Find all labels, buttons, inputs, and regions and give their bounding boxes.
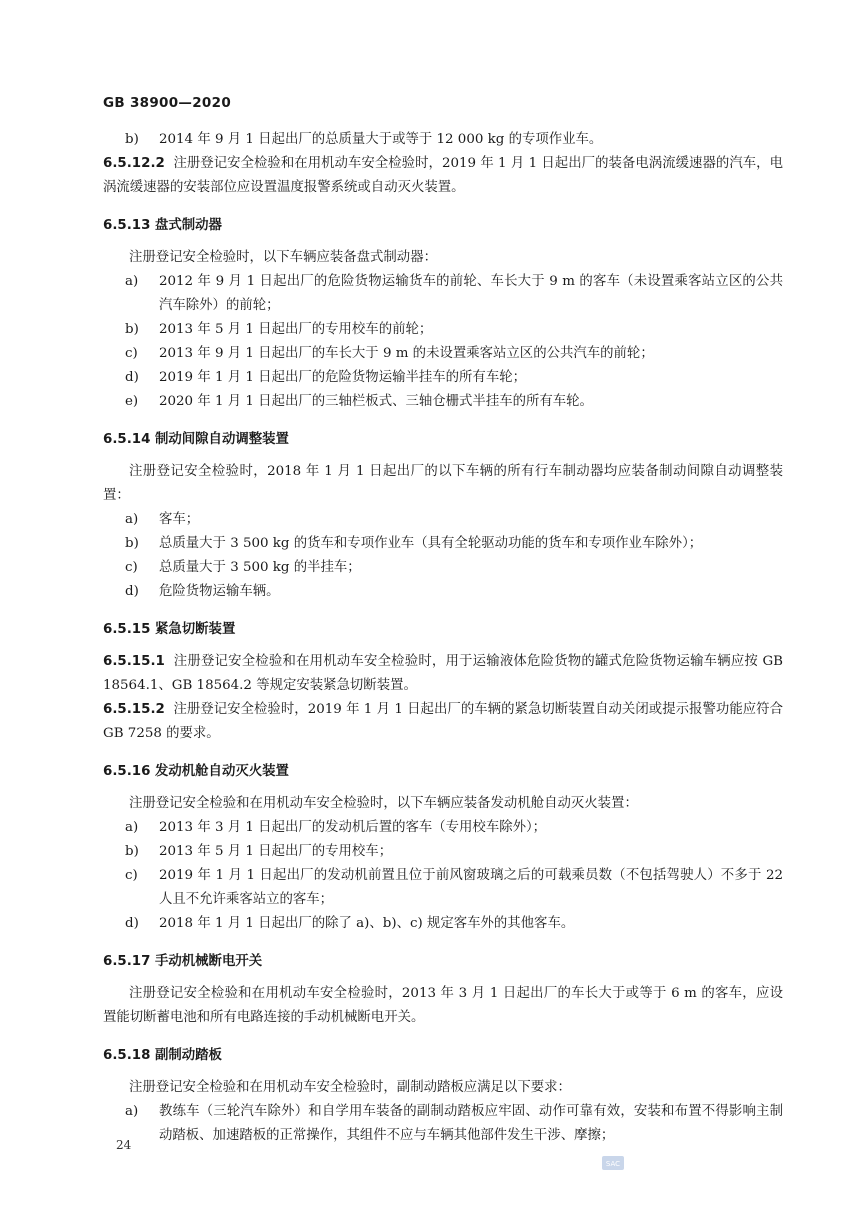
clause (103, 152, 783, 200)
clause-text: 注册登记安全检验和在用机动车安全检验时，用于运输液体危险货物的罐式危险货物运输车辆应按 GB 18564.1、GB 18564.2 等规定安装紧急切断装置。 (103, 654, 783, 693)
clause-number: 6.5.15.1 (103, 654, 165, 669)
list-item (103, 816, 783, 840)
list-marker: c) (125, 560, 138, 575)
list-marker: b) (125, 844, 139, 859)
list-item-text: 2013 年 5 月 1 日起出厂的专用校车； (159, 844, 393, 859)
section-heading (103, 214, 783, 238)
clause-number: 6.5.15.2 (103, 702, 165, 717)
list-marker: a) (125, 820, 139, 835)
paragraph: 注册登记安全检验和在用机动车安全检验时，以下车辆应装备发动机舱自动灭火装置： (129, 796, 638, 811)
section-title: 制动间隙自动调整装置 (155, 432, 289, 447)
list-item (103, 508, 783, 532)
list-item (103, 556, 783, 580)
clause (103, 650, 783, 698)
section-number: 6.5.13 (103, 218, 151, 233)
section-heading (103, 950, 783, 974)
list-marker: e) (125, 394, 139, 409)
list-item-text: 教练车（三轮汽车除外）和自学用车装备的副制动踏板应牢固、动作可靠有效，安装和布置不得影响主制动踏板、加速踏板的正常操作，其组件不应与车辆其他部件发生干涉、摩擦； (159, 1104, 783, 1143)
paragraph: 注册登记安全检验时，以下车辆应装备盘式制动器： (129, 250, 437, 265)
list-item-text: 2013 年 3 月 1 日起出厂的发动机后置的客车（专用校车除外）； (159, 820, 547, 835)
list-item (103, 342, 783, 366)
list-item-text: 2020 年 1 月 1 日起出厂的三轴栏板式、三轴仓栅式半挂车的所有车轮。 (159, 394, 593, 409)
section-title: 发动机舱自动灭火装置 (155, 764, 289, 779)
list-marker: a) (125, 512, 139, 527)
list-item (103, 912, 783, 936)
list-item-text: 总质量大于 3 500 kg 的货车和专项作业车（具有全轮驱动功能的货车和专项作业车除外）； (159, 536, 703, 551)
list-item-text: 危险货物运输车辆。 (159, 584, 280, 599)
list-item-text: 2018 年 1 月 1 日起出厂的除了 a)、b)、c) 规定客车外的其他客车。 (159, 916, 575, 931)
paragraph: 注册登记安全检验时，2018 年 1 月 1 日起出厂的以下车辆的所有行车制动器均应装备制动间隙自动调整装置： (103, 464, 783, 503)
list-item-text: 2013 年 5 月 1 日起出厂的专用校车的前轮； (159, 322, 433, 337)
section-number: 6.5.14 (103, 432, 151, 447)
section-title: 副制动踏板 (155, 1048, 222, 1063)
list-item-text: 2019 年 1 月 1 日起出厂的发动机前置且位于前风窗玻璃之后的可载乘员数（不包括驾驶人）不多于 22 人且不允许乘客站立的客车； (159, 868, 783, 907)
list-item (103, 366, 783, 390)
list-item-text: 总质量大于 3 500 kg 的半挂车； (159, 560, 361, 575)
list-item (103, 532, 783, 556)
list-marker: c) (125, 868, 138, 883)
list-item (103, 318, 783, 342)
list-item-text: 2013 年 9 月 1 日起出厂的车长大于 9 m 的未设置乘客站立区的公共汽车的前轮； (159, 346, 654, 361)
list-marker: d) (125, 584, 139, 599)
page-number: 24 (116, 1138, 132, 1152)
section-number: 6.5.18 (103, 1048, 151, 1063)
section-heading (103, 428, 783, 452)
sac-logo-icon (602, 1156, 624, 1170)
list-item (103, 128, 783, 152)
section-title: 紧急切断装置 (155, 622, 236, 637)
clause-text: 注册登记安全检验时，2019 年 1 月 1 日起出厂的车辆的紧急切断装置自动关闭或提示报警功能应符合 GB 7258 的要求。 (103, 702, 783, 741)
list-marker: b) (125, 132, 139, 147)
list-marker: a) (125, 1104, 139, 1119)
svg-text:SAC: SAC (605, 1160, 621, 1168)
list-item-text: 2014 年 9 月 1 日起出厂的总质量大于或等于 12 000 kg 的专项作业车。 (159, 132, 603, 147)
list-marker: d) (125, 370, 139, 385)
standard-code: GB 38900—2020 (103, 95, 232, 111)
section-heading (103, 760, 783, 784)
list-marker: c) (125, 346, 138, 361)
section-heading (103, 1044, 783, 1068)
section-title: 手动机械断电开关 (155, 954, 263, 969)
list-marker: b) (125, 322, 139, 337)
list-item-text: 2019 年 1 月 1 日起出厂的危险货物运输半挂车的所有车轮； (159, 370, 526, 385)
list-item (103, 864, 783, 912)
list-item-text: 2012 年 9 月 1 日起出厂的危险货物运输货车的前轮、车长大于 9 m 的客车（未设置乘客站立区的公共汽车除外）的前轮； (159, 274, 783, 313)
clause (103, 698, 783, 746)
list-item (103, 1100, 783, 1148)
list-item (103, 270, 783, 318)
clause-text: 注册登记安全检验和在用机动车安全检验时，2019 年 1 月 1 日起出厂的装备电涡流缓速器的汽车，电涡流缓速器的安装部位应设置温度报警系统或自动灭火装置。 (103, 156, 783, 195)
list-marker: b) (125, 536, 139, 551)
list-item (103, 390, 783, 414)
list-item-text: 客车； (159, 512, 200, 527)
section-heading (103, 618, 783, 642)
section-title: 盘式制动器 (155, 218, 222, 233)
paragraph: 注册登记安全检验和在用机动车安全检验时，副制动踏板应满足以下要求： (129, 1080, 571, 1095)
list-marker: d) (125, 916, 139, 931)
section-number: 6.5.15 (103, 622, 151, 637)
list-marker: a) (125, 274, 139, 289)
list-item (103, 580, 783, 604)
section-number: 6.5.17 (103, 954, 151, 969)
clause-number: 6.5.12.2 (103, 156, 165, 171)
paragraph: 注册登记安全检验和在用机动车安全检验时，2013 年 3 月 1 日起出厂的车长大于或等于 6 m 的客车，应设置能切断蓄电池和所有电路连接的手动机械断电开关。 (103, 986, 783, 1025)
section-number: 6.5.16 (103, 764, 151, 779)
document-body (103, 128, 783, 1148)
list-item (103, 840, 783, 864)
